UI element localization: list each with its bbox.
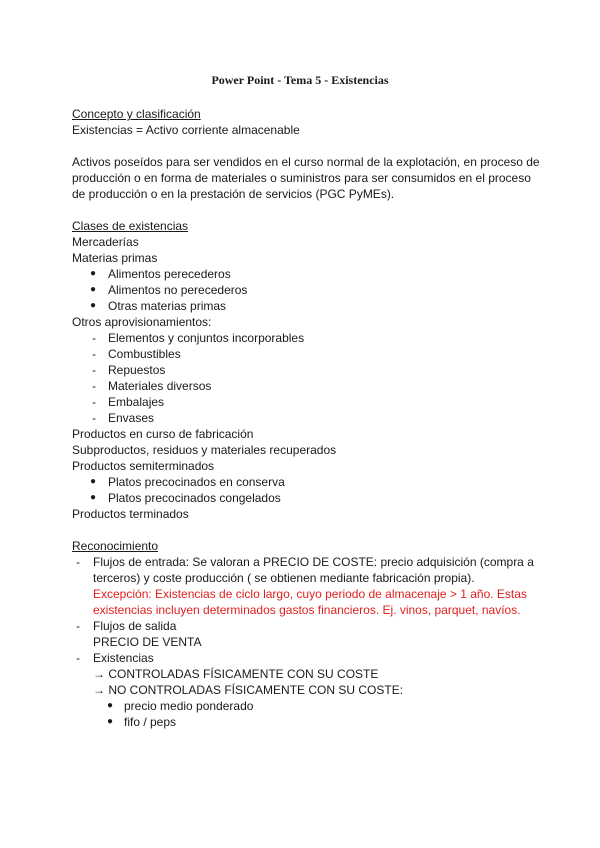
dash-icon: -	[92, 411, 96, 425]
category-productos-en-curso: Productos en curso de fabricación	[72, 427, 254, 441]
category-productos-terminados: Productos terminados	[72, 507, 189, 521]
existencias-label: Existencias	[93, 651, 154, 665]
list-item: Embalajes	[108, 395, 165, 409]
bullet-icon: ●	[90, 476, 97, 487]
salida-value: PRECIO DE VENTA	[93, 635, 202, 649]
dash-icon: -	[92, 395, 96, 409]
bullet-icon: ●	[90, 300, 97, 311]
section-heading-clases: Clases de existencias	[72, 219, 189, 233]
bullet-icon: ●	[90, 284, 97, 295]
category-otros-aprovisionamientos: Otros aprovisionamientos:	[72, 315, 212, 329]
section-heading-concepto: Concepto y clasificación	[72, 107, 201, 121]
list-item: precio medio ponderado	[124, 699, 254, 713]
dash-icon: -	[76, 651, 80, 665]
list-item: Otras materias primas	[108, 299, 227, 313]
list-item: Envases	[108, 411, 155, 425]
paragraph-line: Activos poseídos para ser vendidos en el curso normal de la explotación, en proceso de	[72, 155, 540, 169]
dash-icon: -	[92, 331, 96, 345]
dash-icon: -	[92, 379, 96, 393]
section-heading-reconocimiento: Reconocimiento	[72, 539, 159, 553]
excepcion-line: Excepción: Existencias de ciclo largo, cuyo periodo de almacenaje > 1 año. Estas	[93, 587, 527, 601]
category-materias-primas: Materias primas	[72, 251, 158, 265]
list-item: Combustibles	[108, 347, 181, 361]
list-item: Materiales diversos	[108, 379, 212, 393]
dash-icon: -	[76, 619, 80, 633]
list-item: Alimentos perecederos	[108, 267, 231, 281]
dash-icon: -	[92, 347, 96, 361]
list-item: Repuestos	[108, 363, 166, 377]
category-mercaderias: Mercaderías	[72, 235, 139, 249]
bullet-icon: ●	[90, 492, 97, 503]
list-item: Platos precocinados congelados	[108, 491, 281, 505]
dash-icon: -	[76, 555, 80, 569]
definition-text: Existencias = Activo corriente almacenable	[72, 123, 300, 137]
category-semiterminados: Productos semiterminados	[72, 459, 215, 473]
list-item: Elementos y conjuntos incorporables	[108, 331, 305, 345]
bullet-icon: ●	[107, 716, 114, 727]
list-item: fifo / peps	[124, 715, 177, 729]
paragraph-line: de producción o en la prestación de servicios (PGC PyMEs).	[72, 187, 395, 201]
category-subproductos: Subproductos, residuos y materiales recuperados	[72, 443, 337, 457]
entrada-line: terceros) y coste producción ( se obtienen mediante fabricación propia).	[93, 571, 475, 585]
dash-icon: -	[92, 363, 96, 377]
document-title: Power Point - Tema 5 - Existencias	[211, 73, 389, 87]
bullet-icon: ●	[90, 268, 97, 279]
no-controladas-line: → NO CONTROLADAS FÍSICAMENTE CON SU COSTE:	[93, 683, 404, 697]
bullet-icon: ●	[107, 700, 114, 711]
excepcion-line: existencias incluyen determinados gastos financieros. Ej. vinos, parquet, navíos.	[93, 603, 521, 617]
list-item: Platos precocinados en conserva	[108, 475, 285, 489]
salida-label: Flujos de salida	[93, 619, 177, 633]
controladas-line: → CONTROLADAS FÍSICAMENTE CON SU COSTE	[93, 667, 379, 681]
list-item: Alimentos no perecederos	[108, 283, 248, 297]
paragraph-line: producción o en forma de materiales o suministros para ser consumidos en el proceso	[72, 171, 531, 185]
entrada-line: Flujos de entrada: Se valoran a PRECIO DE COSTE: precio adquisición (compra a	[93, 555, 534, 569]
